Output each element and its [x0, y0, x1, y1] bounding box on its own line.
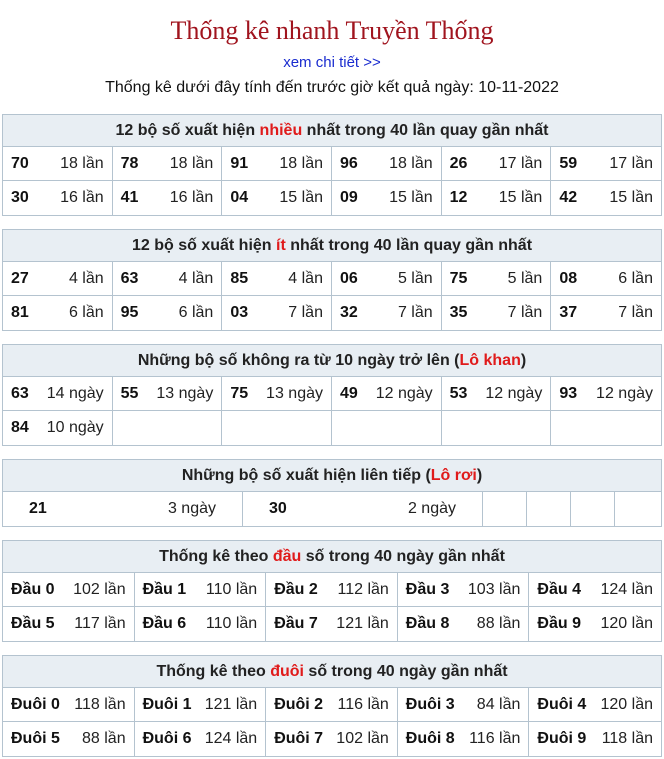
header-text: số trong 40 ngày gần nhất — [303, 663, 508, 680]
stat-key: Đuôi 7 — [274, 730, 324, 747]
header-highlight: đuôi — [270, 663, 304, 680]
stat-cell — [551, 181, 661, 215]
stat-cell — [442, 262, 552, 296]
dau-header — [3, 541, 661, 573]
stat-cell — [332, 147, 442, 181]
stat-key: 26 — [449, 154, 468, 172]
stat-cell — [222, 377, 332, 411]
stat-value: 120 lần — [600, 695, 653, 713]
stat-value: 102 lần — [73, 580, 126, 598]
stat-cell — [3, 607, 135, 641]
stat-value: 118 lần — [74, 695, 126, 713]
stat-key: Đầu 8 — [405, 615, 450, 632]
header-text: Thống kê theo — [156, 663, 271, 680]
stat-cell — [222, 181, 332, 215]
page-title: Thống kê nhanh Truyền Thống — [170, 16, 494, 45]
stat-key: 55 — [120, 384, 139, 402]
empty-cell — [571, 492, 615, 526]
stat-key: 78 — [120, 154, 139, 172]
stat-value: 12 ngày — [596, 384, 653, 402]
stat-cell — [135, 607, 267, 641]
stat-value: 124 lần — [600, 580, 653, 598]
stat-cell — [3, 411, 113, 445]
stat-value: 7 lần — [397, 304, 433, 321]
lo-khan-grid — [3, 377, 661, 445]
stat-key: Đầu 4 — [537, 580, 581, 598]
stat-value: 2 ngày — [407, 500, 456, 517]
stat-value: 16 lần — [60, 189, 104, 206]
lo-roi-header — [3, 460, 661, 492]
stat-cell — [332, 377, 442, 411]
stat-cell — [551, 377, 661, 411]
stat-cell — [222, 262, 332, 296]
stat-key: 03 — [230, 304, 249, 321]
header-highlight: ít — [276, 237, 286, 254]
stat-value: 110 lần — [205, 580, 258, 598]
stat-value: 103 lần — [467, 580, 521, 598]
stat-value: 15 lần — [498, 189, 543, 206]
stat-cell — [113, 296, 223, 330]
stat-cell — [398, 722, 530, 756]
stat-key: Đuôi 6 — [142, 730, 192, 747]
empty-cell — [551, 411, 661, 445]
stat-cell — [332, 296, 442, 330]
stat-key: Đuôi 1 — [142, 695, 192, 713]
stat-value: 3 ngày — [167, 500, 216, 517]
stat-cell — [398, 607, 530, 641]
dau-section — [2, 540, 662, 642]
stat-cell — [3, 296, 113, 330]
stat-value: 6 lần — [618, 269, 653, 287]
stat-key: 96 — [339, 154, 358, 172]
duoi-header — [3, 656, 661, 688]
stat-cell — [135, 573, 267, 607]
stat-value: 112 lần — [337, 580, 389, 598]
stat-value: 15 lần — [609, 189, 653, 206]
stat-key: 30 — [11, 189, 29, 206]
stat-cell — [3, 722, 135, 756]
stat-cell — [266, 573, 398, 607]
stat-key: 49 — [339, 384, 358, 402]
stat-value: 116 lần — [337, 695, 389, 713]
stat-value: 18 lần — [60, 154, 104, 172]
stat-value: 121 lần — [204, 695, 258, 713]
stat-key: Đầu 1 — [142, 580, 187, 598]
header-text: Thống kê theo — [159, 548, 273, 565]
header-highlight: Lô khan — [459, 352, 521, 369]
stat-cell — [243, 492, 483, 526]
stat-cell — [3, 492, 243, 526]
stat-key: 30 — [269, 500, 287, 517]
page-subtitle: Thống kê dưới đây tính đến trước giờ kết quả ngày: 10-11-2022 — [105, 79, 559, 96]
header-text: số trong 40 ngày gần nhất — [301, 548, 505, 565]
stat-key: Đầu 5 — [11, 615, 55, 632]
stat-cell — [398, 688, 530, 722]
stat-key: 84 — [11, 419, 29, 436]
stat-cell — [3, 147, 113, 181]
stat-cell — [3, 262, 113, 296]
stat-value: 117 lần — [74, 615, 126, 632]
stat-value: 14 ngày — [46, 384, 104, 402]
stat-value: 18 lần — [389, 154, 433, 172]
least-frequent-section — [2, 229, 662, 331]
stat-cell — [398, 573, 530, 607]
stat-cell — [529, 688, 661, 722]
stat-key: 63 — [120, 269, 139, 287]
header-text: Những bộ số xuất hiện liên tiếp ( — [181, 467, 431, 484]
stat-value: 7 lần — [618, 304, 653, 321]
stat-cell — [222, 296, 332, 330]
stat-value: 7 lần — [507, 304, 543, 321]
header-text: nhất trong 40 lần quay gần nhất — [302, 122, 549, 139]
stat-cell — [442, 147, 552, 181]
empty-cell — [113, 411, 223, 445]
stat-key: Đuôi 5 — [11, 730, 60, 747]
stat-key: 12 — [449, 189, 468, 206]
empty-cell — [483, 492, 527, 526]
stat-key: Đuôi 4 — [537, 695, 587, 713]
stat-cell — [551, 296, 661, 330]
stat-value: 5 lần — [397, 269, 433, 287]
stat-cell — [222, 147, 332, 181]
stat-cell — [113, 181, 223, 215]
least-frequent-header — [3, 230, 661, 262]
stat-cell — [332, 181, 442, 215]
stat-cell — [266, 607, 398, 641]
most-frequent-grid — [3, 147, 661, 215]
stat-value: 17 lần — [498, 154, 543, 172]
stat-key: 91 — [230, 154, 249, 172]
stat-key: Đuôi 3 — [405, 695, 455, 713]
stat-key: 37 — [559, 304, 578, 321]
header-text: nhất trong 40 lần quay gần nhất — [285, 237, 533, 254]
stat-value: 12 ngày — [485, 384, 543, 402]
stat-value: 17 lần — [609, 154, 653, 172]
stat-cell — [266, 688, 398, 722]
stat-cell — [442, 377, 552, 411]
header-text: ) — [476, 467, 483, 484]
stat-value: 6 lần — [178, 304, 214, 321]
stat-key: 70 — [11, 154, 29, 172]
stat-cell — [3, 688, 135, 722]
stat-value: 120 lần — [600, 615, 653, 632]
stat-cell — [113, 262, 223, 296]
stat-key: 32 — [339, 304, 358, 321]
stat-cell — [3, 573, 135, 607]
stat-key: 21 — [29, 500, 47, 517]
stat-key: 85 — [230, 269, 249, 287]
stat-key: Đầu 3 — [405, 580, 450, 598]
lo-khan-section — [2, 344, 662, 446]
stat-value: 5 lần — [507, 269, 543, 287]
stat-key: 59 — [559, 154, 578, 172]
stat-key: Đuôi 0 — [11, 695, 60, 713]
stat-value: 15 lần — [389, 189, 433, 206]
stat-key: Đầu 6 — [142, 615, 187, 632]
stat-cell — [266, 722, 398, 756]
header-highlight: nhiều — [259, 122, 303, 139]
stat-cell — [442, 296, 552, 330]
stat-key: Đuôi 9 — [537, 730, 587, 747]
stat-key: 42 — [559, 189, 578, 206]
stat-cell — [3, 181, 113, 215]
least-frequent-grid — [3, 262, 661, 330]
stat-key: Đầu 9 — [537, 615, 581, 632]
empty-cell — [615, 492, 661, 526]
stat-value: 4 lần — [178, 269, 214, 287]
stat-value: 121 lần — [336, 615, 389, 632]
stat-value: 88 lần — [476, 615, 521, 632]
empty-cell — [332, 411, 442, 445]
stat-value: 116 lần — [469, 730, 521, 747]
stat-cell — [551, 262, 661, 296]
stat-key: 75 — [449, 269, 468, 287]
stat-key: 35 — [449, 304, 468, 321]
most-frequent-header — [3, 115, 661, 147]
stat-value: 6 lần — [68, 304, 104, 321]
stat-value: 124 lần — [204, 730, 258, 747]
stat-value: 88 lần — [82, 730, 126, 747]
stat-cell — [135, 722, 267, 756]
empty-cell — [442, 411, 552, 445]
stat-cell — [551, 147, 661, 181]
stat-key: Đuôi 2 — [274, 695, 324, 713]
stat-cell — [332, 262, 442, 296]
lo-roi-grid — [3, 492, 661, 526]
stat-cell — [529, 573, 661, 607]
empty-cell — [222, 411, 332, 445]
stat-value: 7 lần — [288, 304, 323, 321]
stat-key: Đầu 2 — [274, 580, 318, 598]
stat-value: 16 lần — [169, 189, 214, 206]
duoi-grid — [3, 688, 661, 756]
stat-cell — [3, 377, 113, 411]
stat-value: 84 lần — [476, 695, 521, 713]
lo-khan-header — [3, 345, 661, 377]
stat-value: 4 lần — [68, 269, 104, 287]
empty-cell — [527, 492, 571, 526]
stat-key: 81 — [11, 304, 29, 321]
header-highlight: đầu — [272, 548, 302, 565]
dau-grid — [3, 573, 661, 641]
header-highlight: Lô rơi — [430, 467, 477, 484]
stat-key: 06 — [339, 269, 358, 287]
stat-key: Đuôi 8 — [405, 730, 455, 747]
stat-value: 18 lần — [279, 154, 323, 172]
stat-value: 4 lần — [288, 269, 323, 287]
stat-cell — [442, 181, 552, 215]
header-text: ) — [520, 352, 527, 369]
stat-value: 15 lần — [279, 189, 323, 206]
lo-roi-section — [2, 459, 662, 527]
stat-key: 53 — [449, 384, 468, 402]
header-text: 12 bộ số xuất hiện — [131, 237, 276, 254]
stat-key: 08 — [559, 269, 578, 287]
stat-value: 102 lần — [336, 730, 389, 747]
header-text: Những bộ số không ra từ 10 ngày trở lên ( — [137, 352, 460, 369]
stat-key: 04 — [230, 189, 249, 206]
stat-value: 12 ngày — [375, 384, 433, 402]
stat-value: 13 ngày — [156, 384, 214, 402]
stat-key: 09 — [339, 189, 358, 206]
header-text: 12 bộ số xuất hiện — [115, 122, 260, 139]
stat-cell — [113, 147, 223, 181]
stat-key: 27 — [11, 269, 29, 287]
duoi-section — [2, 655, 662, 757]
most-frequent-section — [2, 114, 662, 216]
stat-key: 63 — [11, 384, 29, 402]
stat-key: Đầu 7 — [274, 615, 318, 632]
stat-value: 110 lần — [205, 615, 258, 632]
stat-key: Đầu 0 — [11, 580, 55, 598]
stat-key: 95 — [120, 304, 139, 321]
stat-cell — [529, 607, 661, 641]
stat-cell — [135, 688, 267, 722]
view-detail-link[interactable]: xem chi tiết >> — [283, 54, 381, 71]
stat-cell — [113, 377, 223, 411]
stat-value: 118 lần — [601, 730, 653, 747]
stat-key: 41 — [120, 189, 139, 206]
stat-value: 10 ngày — [46, 419, 104, 436]
stat-key: 75 — [230, 384, 249, 402]
stat-value: 13 ngày — [266, 384, 323, 402]
stat-cell — [529, 722, 661, 756]
stat-key: 93 — [559, 384, 578, 402]
stat-value: 18 lần — [169, 154, 214, 172]
